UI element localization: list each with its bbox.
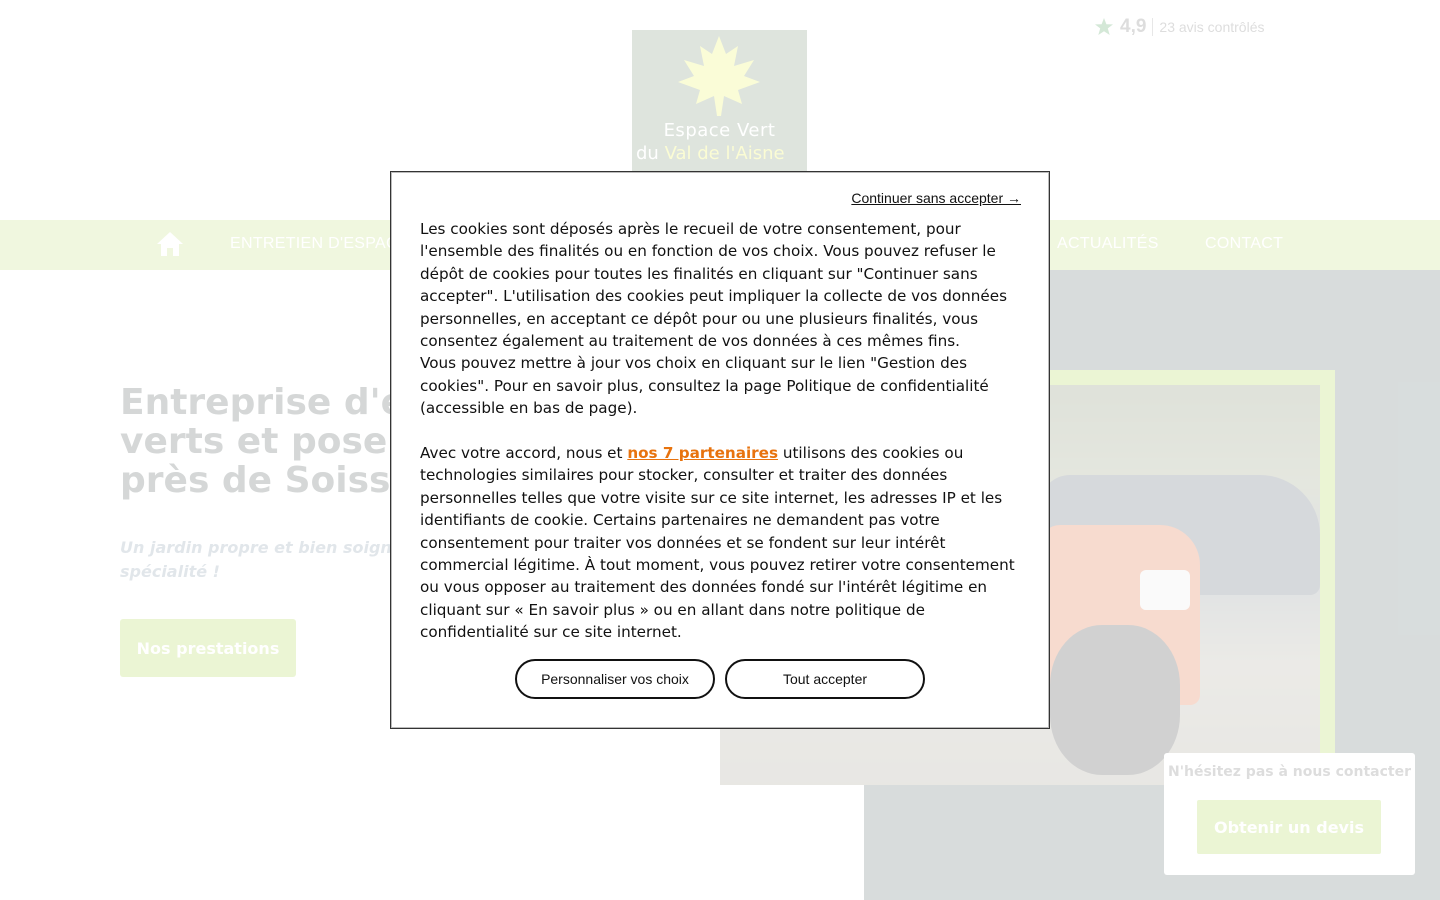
accept-all-button[interactable]: Tout accepter: [725, 659, 925, 699]
paragraph-spacer: [420, 420, 1025, 442]
cookie-consent-text: [420, 218, 1025, 644]
partners-link[interactable]: nos 7 partenaires: [627, 444, 779, 463]
cookie-paragraph-1: Les cookies sont déposés après le recueil de votre consentement, pour l'ensemble des finalités ou en fonction de vos choix. Vous pouvez refuser le dépôt de cookies pour toutes les finalités en cliquant sur "Continuer sans accepter". L'utilisation des cookies peut impliquer la collecte de vos données personnelles, en acceptant ce dépôt pour ou une plusieurs finalités, vous consentez également au traitement de vos données à ces mêmes fins.: [420, 220, 1007, 351]
cookie-actions: [515, 659, 925, 699]
cookie-p3-rest: utilisons des cookies ou technologies similaires pour stocker, consulter et traiter des données personnelles telles que votre visite sur ce site internet, les adresses IP et les identifiants de cookie. Certains partenaires ne demandent pas votre consentement pour traiter vos données et se fondent sur leur intérêt commercial légitime. À tout moment, vous pouvez retirer votre consentement ou vous opposer au traitement des données fondé sur l'intérêt légitime en cliquant sur « En savoir plus » ou en allant dans notre politique de confidentialité sur ce site internet.: [420, 444, 1015, 642]
cookie-consent-dialog: [390, 171, 1050, 729]
cookie-paragraph-3: [420, 442, 1025, 644]
cookie-p3-intro: Avec votre accord, nous et: [420, 444, 628, 463]
cookie-paragraph-2: Vous pouvez mettre à jour vos choix en cliquant sur le lien "Gestion des cookies". Pour en savoir plus, consultez la page Politique de confidentialité (accessible en bas de page).: [420, 354, 989, 418]
customize-choices-button[interactable]: Personnaliser vos choix: [515, 659, 715, 699]
continue-without-accepting-link[interactable]: Continuer sans accepter →: [851, 190, 1021, 206]
